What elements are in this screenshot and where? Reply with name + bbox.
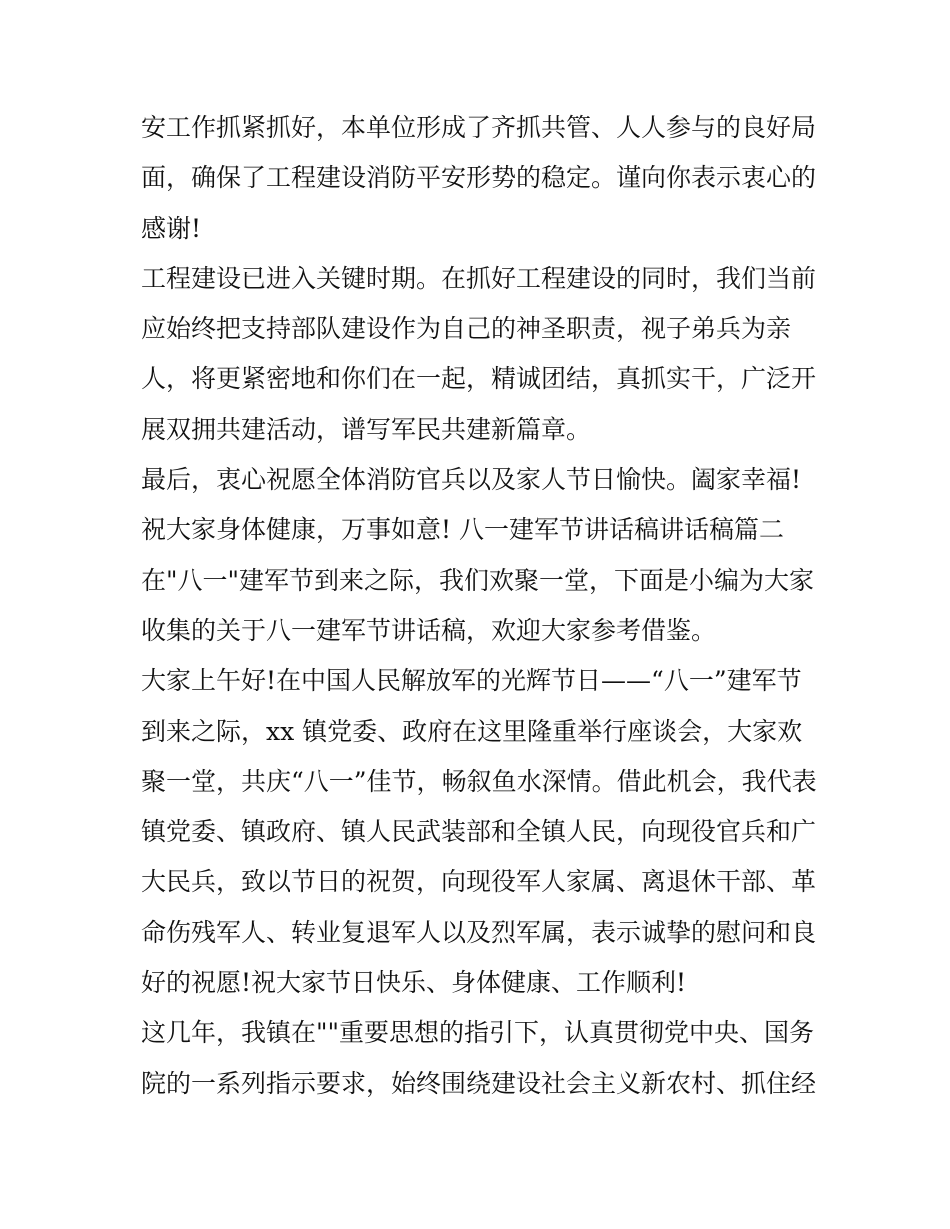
text-line: 面，确保了工程建设消防平安形势的稳定。谨向你表示衷心的 <box>141 163 817 193</box>
text-line: 工程建设已进入关键时期。在抓好工程建设的同时，我们当前 <box>141 263 817 293</box>
text-line: 院的一系列指示要求，始终围绕建设社会主义新农村、抓住经 <box>141 1068 817 1098</box>
text-line: 命伤残军人、转业复退军人以及烈军属，表示诚挚的慰问和良 <box>141 917 817 947</box>
text-line: 感谢! <box>141 213 202 243</box>
text-line: 在"八一"建军节到来之际，我们欢聚一堂，下面是小编为大家 <box>141 565 815 595</box>
text-line: 到来之际，xx 镇党委、政府在这里隆重举行座谈会，大家欢 <box>141 716 803 746</box>
text-line: 聚一堂，共庆“八一”佳节，畅叙鱼水深情。借此机会，我代表 <box>141 766 817 796</box>
text-line: 安工作抓紧抓好，本单位形成了齐抓共管、人人参与的良好局 <box>141 113 817 142</box>
text-line: 人，将更紧密地和你们在一起，精诚团结，真抓实干，广泛开 <box>141 364 817 394</box>
text-line: 镇党委、镇政府、镇人民武装部和全镇人民，向现役官兵和广 <box>141 817 817 847</box>
text-line: 最后，衷心祝愿全体消防官兵以及家人节日愉快。阖家幸福! <box>141 465 802 495</box>
text-line: 这几年，我镇在""重要思想的指引下，认真贯彻党中央、国务 <box>141 1018 815 1048</box>
text-line: 大家上午好!在中国人民解放军的光辉节日——“八一”建军节 <box>141 666 802 696</box>
text-line: 应始终把支持部队建设作为自己的神圣职责，视子弟兵为亲 <box>141 314 792 344</box>
text-line: 大民兵，致以节日的祝贺，向现役军人家属、离退休干部、革 <box>141 867 817 897</box>
text-line: 祝大家身体健康，万事如意! 八一建军节讲话稿讲话稿篇二 <box>141 515 784 545</box>
text-line: 展双拥共建活动，谱写军民共建新篇章。 <box>141 414 592 444</box>
text-line: 收集的关于八一建军节讲话稿，欢迎大家参考借鉴。 <box>141 615 717 645</box>
text-line: 好的祝愿!祝大家节日快乐、身体健康、工作顺利! <box>141 968 687 998</box>
body-text <box>141 103 821 1109</box>
